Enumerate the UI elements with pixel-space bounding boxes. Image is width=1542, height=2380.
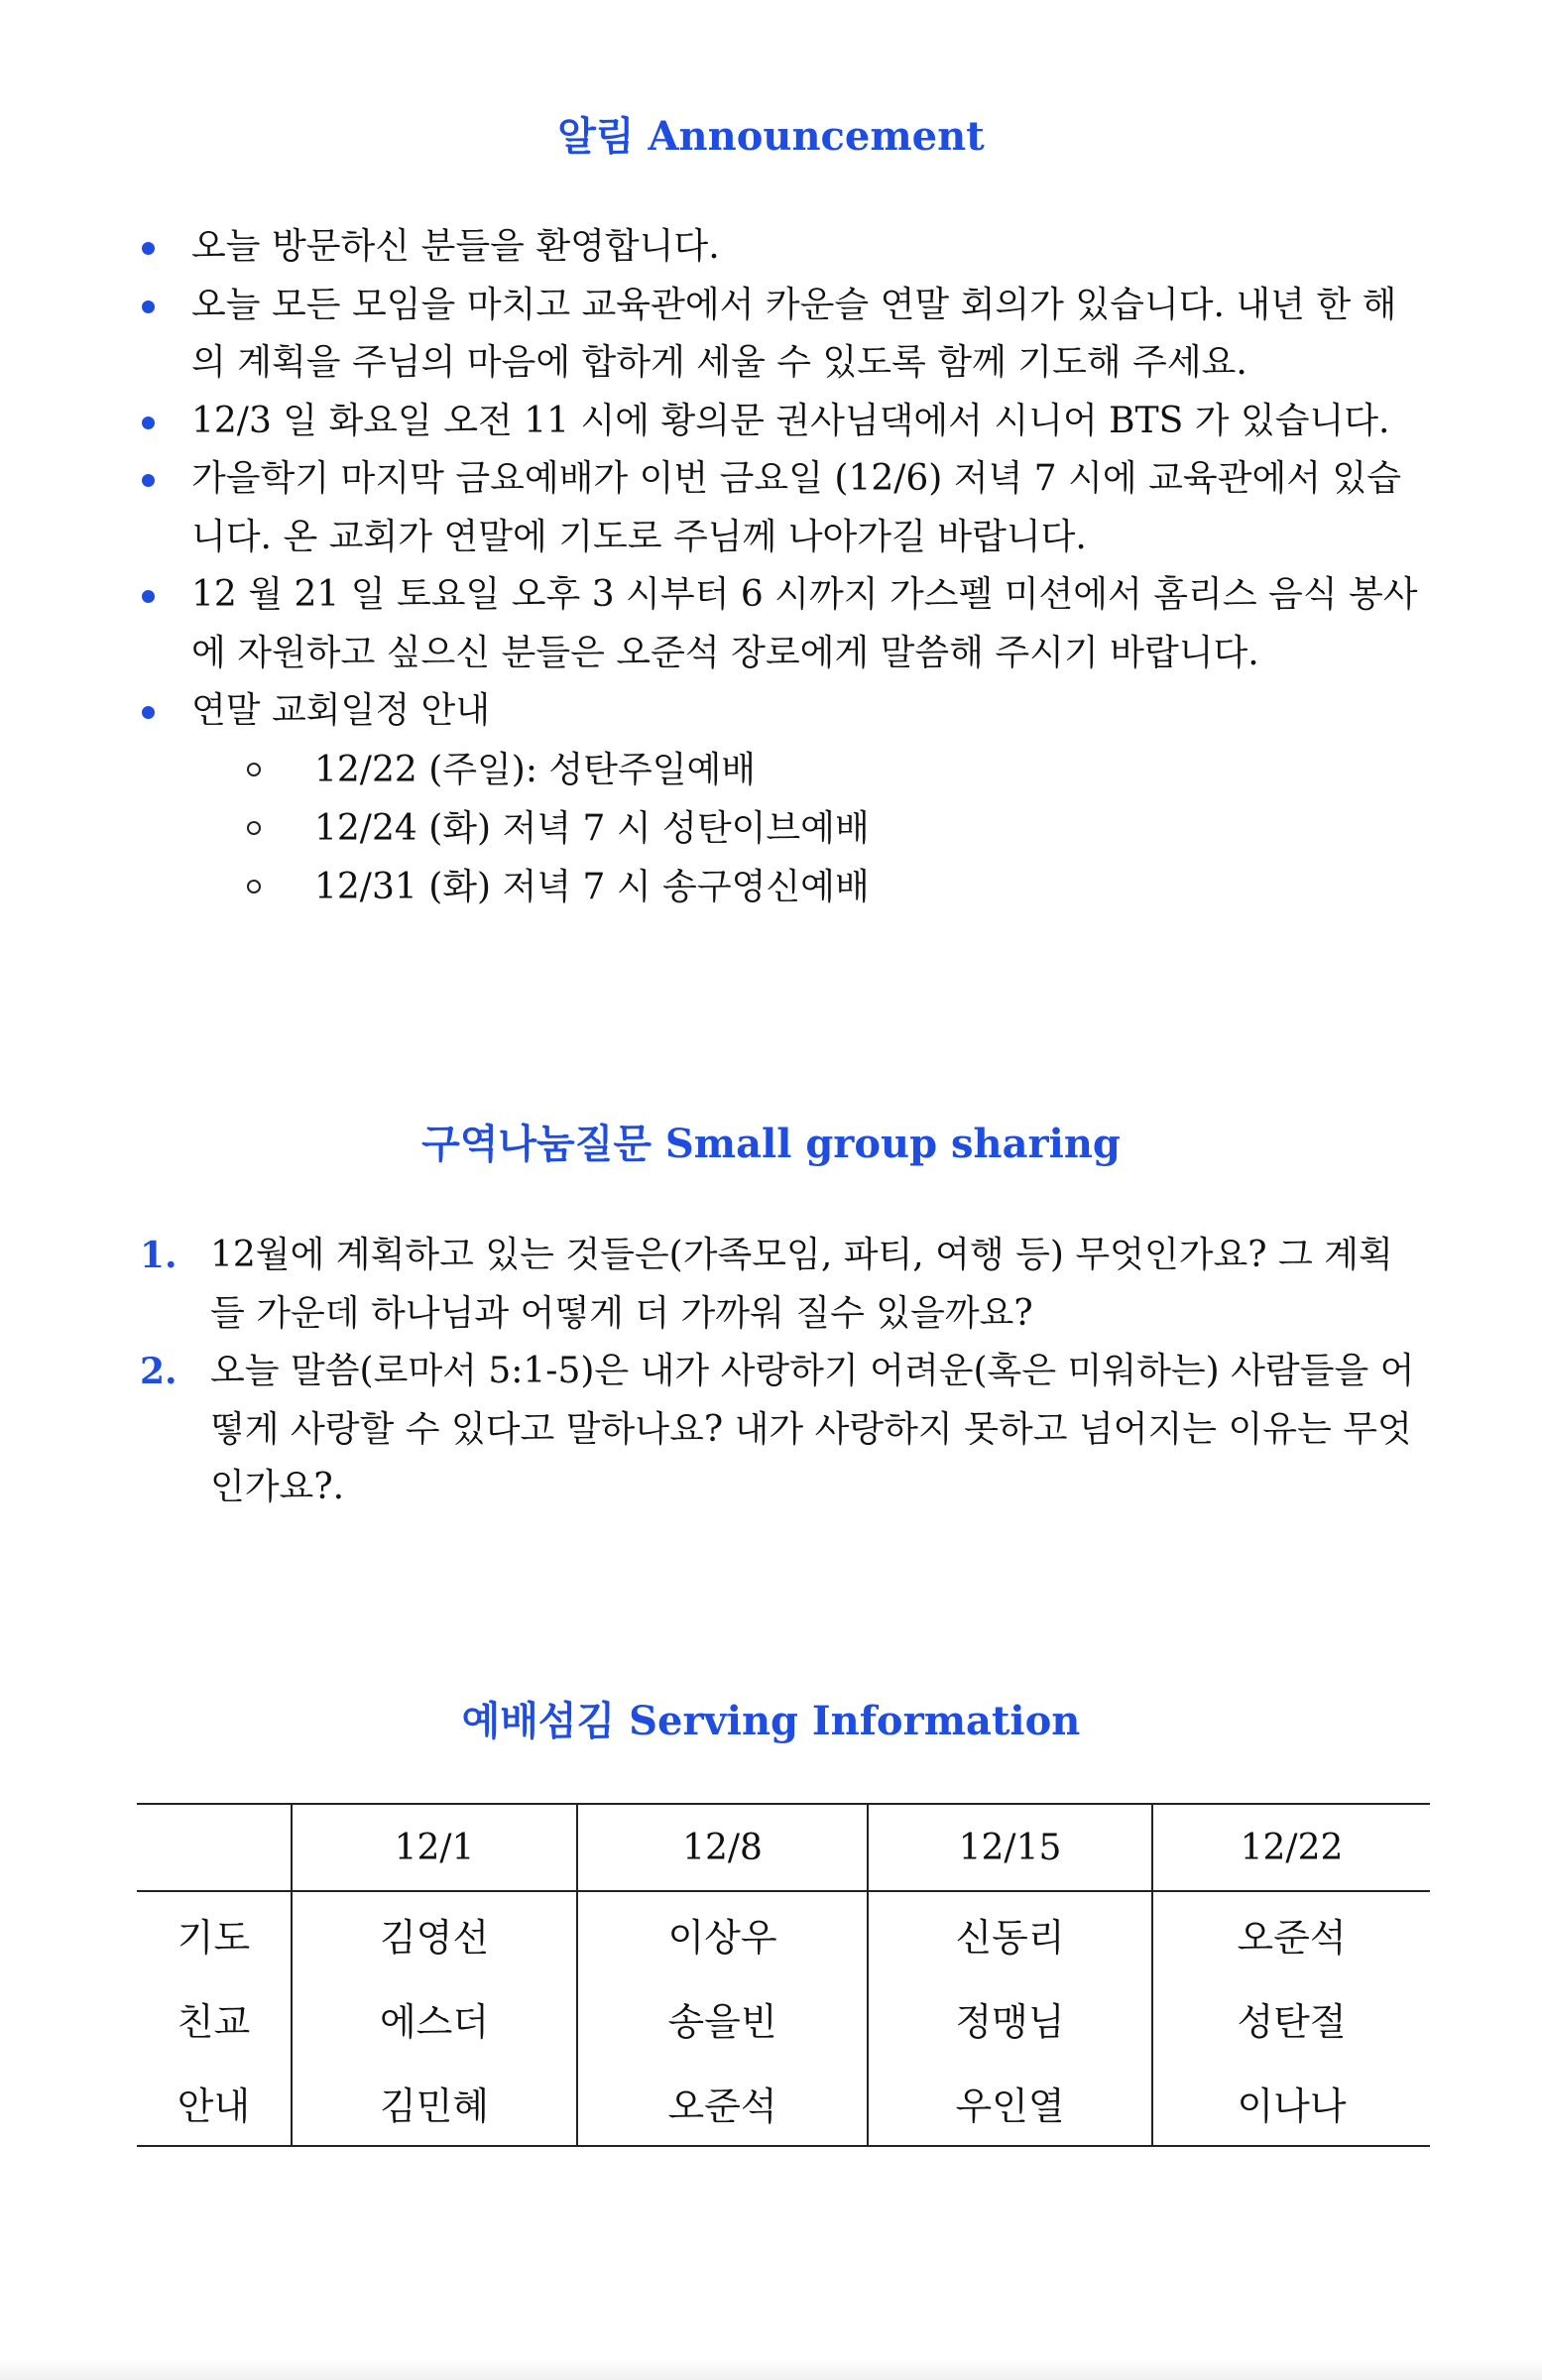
- role-cell: 안내: [137, 2061, 292, 2146]
- date-header: 12/8: [577, 1804, 868, 1891]
- question-number: 2.: [140, 1351, 178, 1392]
- role-cell: 기도: [177, 1916, 251, 1960]
- question-item: [134, 1227, 1423, 1343]
- announcement-title: 알림 Announcement: [557, 113, 985, 160]
- person-cell: 오준석: [1152, 1891, 1430, 1976]
- announcement-item-schedule: [134, 682, 1423, 916]
- schedule-item: [191, 741, 1423, 799]
- person-cell: 정맹님: [868, 1976, 1152, 2061]
- question-item: [134, 1343, 1423, 1517]
- table-row: [137, 1891, 1430, 1976]
- serving-title: 예배섬김 Serving Information: [461, 1698, 1081, 1744]
- announcement-text: 12/3 일 화요일 오전 11 시에 황의문 권사님댁에서 시니어 BTS 가 있습니다.: [191, 400, 1390, 441]
- bullet-icon: [142, 300, 155, 313]
- bullet-icon: [142, 416, 155, 429]
- circle-bullet-icon: [247, 880, 261, 893]
- schedule-text: 12/22 (주일): 성탄주일예배: [314, 749, 757, 790]
- announcement-item: [134, 450, 1423, 566]
- announcement-text: 연말 교회일정 안내: [191, 690, 491, 731]
- person-cell: 우인열: [868, 2061, 1152, 2146]
- bullet-icon: [142, 474, 155, 487]
- small-group-title: 구역나눔질문 Small group sharing: [421, 1121, 1121, 1167]
- person-cell: 이나나: [1152, 2061, 1430, 2146]
- person-cell: 김민혜: [292, 2061, 577, 2146]
- person-cell: 성탄절: [1152, 1976, 1430, 2061]
- role-cell: 친교: [177, 2000, 251, 2044]
- table-row: [137, 1976, 1430, 2061]
- bullet-icon: [142, 706, 155, 719]
- schedule-item: [191, 858, 1423, 916]
- date-header: 12/1: [292, 1804, 577, 1891]
- announcement-text: 오늘 방문하신 분들을 환영합니다.: [191, 226, 720, 267]
- header-blank-cell: [137, 1804, 292, 1891]
- serving-table: [137, 1803, 1430, 2147]
- announcement-text: 오늘 모든 모임을 마치고 교육관에서 카운슬 연말 회의가 있습니다. 내년 한 해의 계획을 주님의 마음에 합하게 세울 수 있도록 함께 기도해 주세요.: [191, 284, 1397, 383]
- person-cell: 신동리: [868, 1891, 1152, 1976]
- circle-bullet-icon: [247, 821, 261, 835]
- date-header: 12/22: [1152, 1804, 1430, 1891]
- question-number: 1.: [140, 1235, 178, 1276]
- announcement-item: [134, 218, 1423, 277]
- table-header-row: [137, 1804, 1430, 1891]
- announcement-text: 12 월 21 일 토요일 오후 3 시부터 6 시까지 가스펠 미션에서 홈리스 음식 봉사에 자원하고 싶으신 분들은 오준석 장로에게 말씀해 주시기 바랍니다.: [191, 574, 1418, 673]
- announcement-list: [134, 218, 1423, 916]
- person-cell: 이상우: [577, 1891, 868, 1976]
- person-cell: 오준석: [577, 2061, 868, 2146]
- announcement-item: [134, 277, 1423, 393]
- question-list: [134, 1227, 1423, 1517]
- schedule-item: [191, 799, 1423, 858]
- bullet-icon: [142, 242, 155, 255]
- date-header: 12/15: [868, 1804, 1152, 1891]
- circle-bullet-icon: [247, 763, 261, 776]
- announcement-text: 가을학기 마지막 금요예배가 이번 금요일 (12/6) 저녁 7 시에 교육관에서 있습니다. 온 교회가 연말에 기도로 주님께 나아가길 바랍니다.: [191, 458, 1401, 557]
- question-text: 오늘 말씀(로마서 5:1-5)은 내가 사랑하기 어려운(혹은 미워하는) 사람들을 어떻게 사랑할 수 있다고 말하나요? 내가 사랑하지 못하고 넘어지는 이유는 무엇인가요?.: [210, 1351, 1415, 1507]
- person-cell: 송을빈: [577, 1976, 868, 2061]
- schedule-text: 12/31 (화) 저녁 7 시 송구영신예배: [314, 866, 870, 907]
- person-cell: 김영선: [292, 1891, 577, 1976]
- announcement-item: [134, 393, 1423, 451]
- table-row: [137, 2061, 1430, 2146]
- person-cell: 에스더: [292, 1976, 577, 2061]
- page-bottom-edge: [0, 2358, 1542, 2380]
- bullet-icon: [142, 590, 155, 603]
- announcement-item: [134, 566, 1423, 682]
- question-text: 12월에 계획하고 있는 것들은(가족모임, 파티, 여행 등) 무엇인가요? 그 계획들 가운데 하나님과 어떻게 더 가까워 질수 있을까요?: [210, 1235, 1393, 1334]
- schedule-text: 12/24 (화) 저녁 7 시 성탄이브예배: [314, 807, 870, 849]
- schedule-sublist: [191, 741, 1423, 916]
